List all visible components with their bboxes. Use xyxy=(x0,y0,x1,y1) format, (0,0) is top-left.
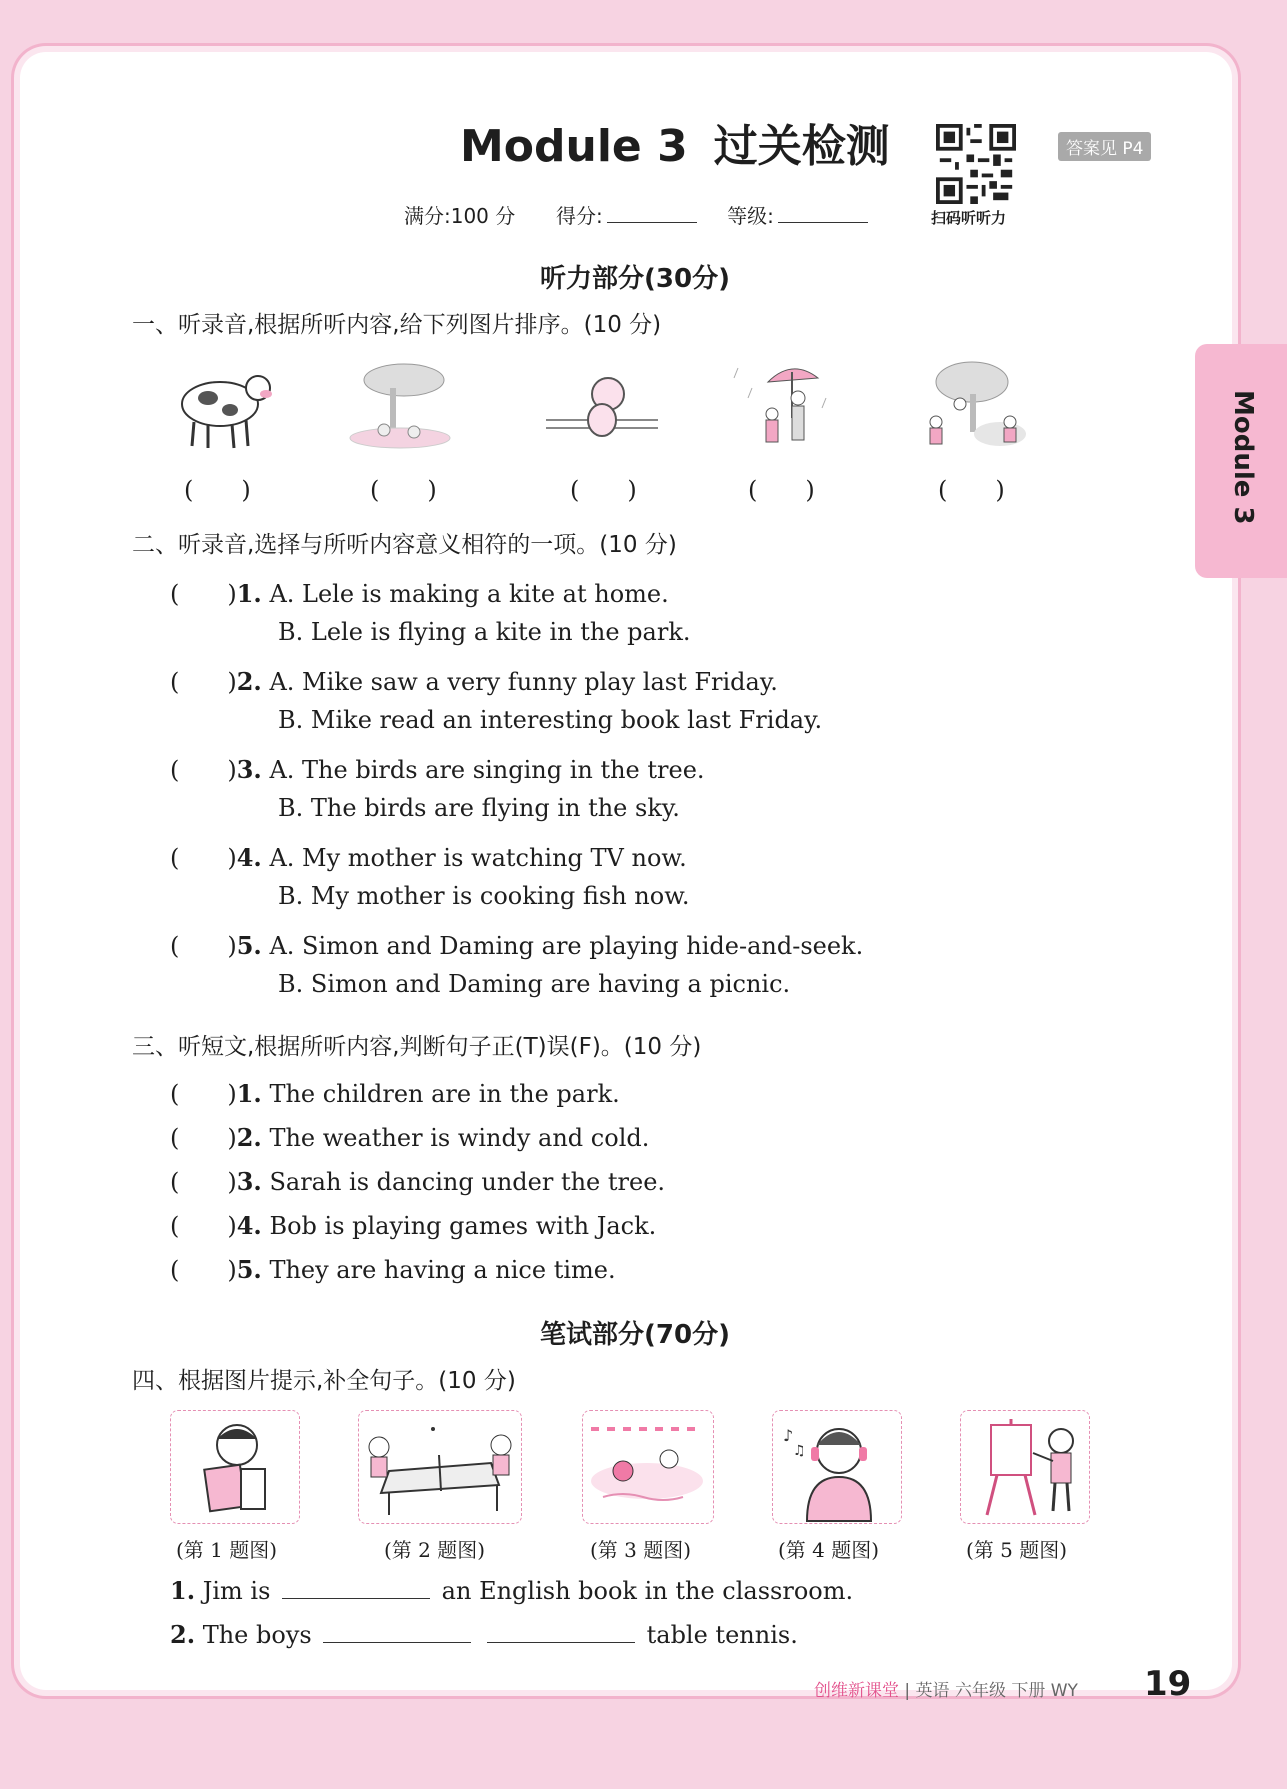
svg-text:♪: ♪ xyxy=(783,1426,794,1445)
question-number: 4. xyxy=(236,1211,262,1240)
option-a: A. The birds are singing in the tree. xyxy=(269,756,705,784)
answer-paren[interactable]: ( ) xyxy=(170,1080,237,1108)
figure-1-reading-boy xyxy=(170,1410,300,1524)
answer-blank[interactable] xyxy=(487,1620,635,1643)
table-tennis-icon xyxy=(359,1411,521,1523)
grade-blank xyxy=(778,204,868,223)
score-blank xyxy=(607,204,697,223)
option-a: A. Mike saw a very funny play last Friday. xyxy=(269,668,778,696)
qr-label: 扫码听听力 xyxy=(931,209,1007,227)
swimming-kids-icon xyxy=(583,1411,713,1523)
question-number: 2. xyxy=(236,1123,262,1152)
answer-paren[interactable]: ( ) xyxy=(170,1212,237,1240)
order-answer-5[interactable]: ( ) xyxy=(938,476,1005,504)
option-b: B. My mother is cooking fish now. xyxy=(278,882,690,910)
tf-question-5 xyxy=(170,1250,616,1285)
question-number: 1. xyxy=(236,579,262,608)
question-number: 1. xyxy=(170,1576,196,1605)
fill-sentence-2 xyxy=(170,1620,798,1649)
fill-sentence-1 xyxy=(170,1576,853,1605)
figure-2-table-tennis xyxy=(358,1410,522,1524)
option-a: A. Lele is making a kite at home. xyxy=(269,580,669,608)
option-a: A. Simon and Daming are playing hide-and-seek. xyxy=(269,932,864,960)
question-number: 3. xyxy=(236,755,262,784)
children-park-icon xyxy=(916,358,1028,458)
umbrella-rain-icon xyxy=(728,358,840,458)
score-label: 得分: xyxy=(556,204,603,228)
figure-3-caption: (第 3 题图) xyxy=(590,1538,692,1562)
section-3-heading: 三、听短文,根据所听内容,判断句子正(T)误(F)。(10 分) xyxy=(132,1034,702,1060)
answer-blank[interactable] xyxy=(323,1620,471,1643)
figure-1-caption: (第 1 题图) xyxy=(176,1538,278,1562)
reading-boy-icon xyxy=(171,1411,299,1523)
answer-paren[interactable]: ( ) xyxy=(170,844,237,872)
writing-part-heading: 笔试部分(70分) xyxy=(540,1320,730,1350)
painting-boy-icon xyxy=(961,1411,1089,1523)
question-number: 5. xyxy=(236,931,262,960)
option-b: B. Mike read an interesting book last Friday. xyxy=(278,706,823,734)
question-number: 1. xyxy=(236,1079,262,1108)
footer-brand: 创维新课堂 xyxy=(814,1681,899,1701)
sentence-start: The boys xyxy=(202,1621,312,1649)
question-text: The children are in the park. xyxy=(269,1080,620,1108)
side-module-tab-label: Module 3 xyxy=(1228,390,1258,525)
option-b: B. Lele is flying a kite in the park. xyxy=(278,618,691,646)
swimming-boy-icon xyxy=(546,358,658,458)
answer-paren[interactable]: ( ) xyxy=(170,1124,237,1152)
answer-blank[interactable] xyxy=(282,1576,430,1599)
question-text: The weather is windy and cold. xyxy=(269,1124,650,1152)
page-number: 19 xyxy=(1144,1664,1192,1704)
question-number: 5. xyxy=(236,1255,262,1284)
question-number: 2. xyxy=(236,667,262,696)
option-b: B. The birds are flying in the sky. xyxy=(278,794,680,822)
question-number: 3. xyxy=(236,1167,262,1196)
sentence-end: table tennis. xyxy=(646,1621,798,1649)
grade-label: 等级: xyxy=(727,204,774,228)
answer-paren[interactable]: ( ) xyxy=(170,1256,237,1284)
option-a: A. My mother is watching TV now. xyxy=(269,844,687,872)
choice-question-3 xyxy=(170,750,705,785)
answer-paren[interactable]: ( ) xyxy=(170,1168,237,1196)
order-answer-1[interactable]: ( ) xyxy=(184,476,251,504)
figure-2-caption: (第 2 题图) xyxy=(384,1538,486,1562)
score-line xyxy=(404,200,892,229)
question-text: Sarah is dancing under the tree. xyxy=(269,1168,666,1196)
section-2-heading: 二、听录音,选择与所听内容意义相符的一项。(10 分) xyxy=(132,532,677,558)
tf-question-1 xyxy=(170,1074,620,1109)
answer-paren[interactable]: ( ) xyxy=(170,668,237,696)
choice-question-1 xyxy=(170,574,669,609)
tf-question-2 xyxy=(170,1118,649,1153)
cow-icon xyxy=(168,358,280,458)
choice-question-4 xyxy=(170,838,687,873)
question-text: Bob is playing games with Jack. xyxy=(269,1212,657,1240)
tf-question-4 xyxy=(170,1206,656,1241)
footer xyxy=(814,1676,1078,1701)
sentence-end: an English book in the classroom. xyxy=(441,1577,854,1605)
order-answer-2[interactable]: ( ) xyxy=(370,476,437,504)
question-number: 2. xyxy=(170,1620,196,1649)
option-b: B. Simon and Daming are having a picnic. xyxy=(278,970,791,998)
svg-text:♫: ♫ xyxy=(793,1443,806,1459)
sentence-start: Jim is xyxy=(202,1577,271,1605)
figure-5-painting-boy xyxy=(960,1410,1090,1524)
tf-question-3 xyxy=(170,1162,665,1197)
listening-part-heading: 听力部分(30分) xyxy=(540,264,730,294)
question-number: 4. xyxy=(236,843,262,872)
figure-3-swimming xyxy=(582,1410,714,1524)
order-answer-4[interactable]: ( ) xyxy=(748,476,815,504)
question-text: They are having a nice time. xyxy=(269,1256,616,1284)
figure-4-caption: (第 4 题图) xyxy=(778,1538,880,1562)
title-module: Module 3 xyxy=(460,121,688,172)
section-1-heading: 一、听录音,根据所听内容,给下列图片排序。(10 分) xyxy=(132,312,662,338)
answer-paren[interactable]: ( ) xyxy=(170,756,237,784)
figure-5-caption: (第 5 题图) xyxy=(966,1538,1068,1562)
answer-badge: 答案见 P4 xyxy=(1058,132,1151,161)
page-title xyxy=(460,110,916,174)
full-score-label: 满分:100 分 xyxy=(404,204,516,228)
answer-paren[interactable]: ( ) xyxy=(170,932,237,960)
qr-code-icon[interactable] xyxy=(936,124,1016,204)
choice-question-5 xyxy=(170,926,863,961)
tree-picnic-icon xyxy=(344,358,456,458)
title-chinese: 过关检测 xyxy=(713,121,890,172)
choice-question-2 xyxy=(170,662,778,697)
music-girl-icon xyxy=(773,1411,901,1523)
order-answer-3[interactable]: ( ) xyxy=(570,476,637,504)
footer-book-info: | 英语 六年级 下册 WY xyxy=(904,1681,1078,1701)
answer-paren[interactable]: ( ) xyxy=(170,580,237,608)
figure-4-music-girl xyxy=(772,1410,902,1524)
section-4-heading: 四、根据图片提示,补全句子。(10 分) xyxy=(132,1368,516,1394)
